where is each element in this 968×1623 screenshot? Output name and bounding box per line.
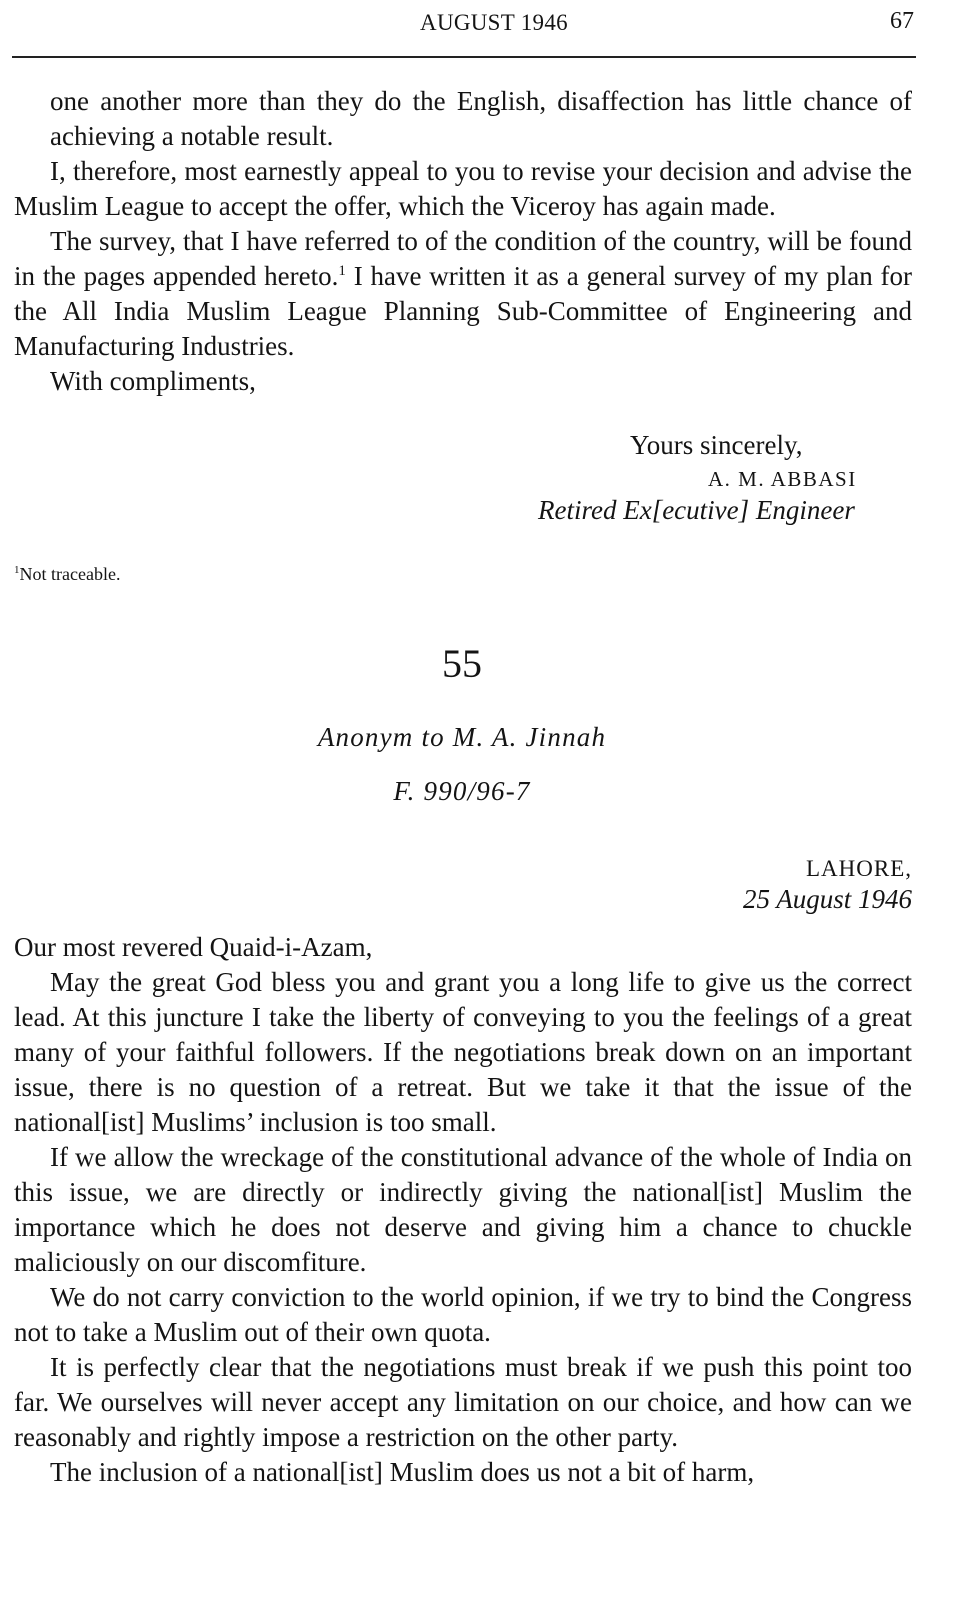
- signatory-title: Retired Ex[ecutive] Engineer: [538, 495, 855, 525]
- salutation: Our most revered Quaid-i-Azam,: [14, 932, 373, 962]
- paragraph: If we allow the wreckage of the constitutional advance of the whole of India on this issue, we are directly or indirectly giving the national[ist] Muslim the importance which he does not deserve and giving him a chance to chuckle maliciously on our discomfiture.: [14, 1142, 912, 1277]
- paragraph: May the great God bless you and grant you a long life to give us the correct lead. At this juncture I take the liberty of conveying to you the feelings of a great many of your faithful followers. If the negotiations break down on an important issue, there is no question of a retreat. But we take it that the issue of the national[ist] Muslims’ inclusion is too small.: [14, 967, 912, 1137]
- paragraph: I, therefore, most earnestly appeal to you to revise your decision and advise the Muslim League to accept the offer, which the Viceroy has again made.: [14, 156, 912, 221]
- running-title: AUGUST 1946: [420, 10, 568, 35]
- letter-date: 25 August 1946: [742, 884, 912, 914]
- paragraph-text: I have written it as a general survey of my plan for the All India Muslim League Planning Sub-Committee of Engineering and Manufacturing Industries.: [14, 261, 912, 361]
- document-number: 55: [442, 641, 482, 686]
- paragraph: We do not carry conviction to the world opinion, if we try to bind the Congress not to take a Muslim out of their own quota.: [14, 1282, 912, 1347]
- paragraph: one another more than they do the English, disaffection has little chance of achieving a notable result.: [50, 86, 912, 151]
- paragraph-text: The survey, that I have referred to of the condition of the country, will be found in the pages appended hereto.: [14, 226, 912, 291]
- compliments-line: With compliments,: [50, 366, 256, 396]
- closing-line: Yours sincerely,: [630, 430, 803, 460]
- footnote: [14, 564, 120, 585]
- signatory-name: A. M. ABBASI: [708, 467, 857, 491]
- running-head: [14, 8, 914, 42]
- letter-body: [14, 930, 912, 1490]
- header-divider: [12, 56, 916, 58]
- paragraph: The inclusion of a national[ist] Muslim does us not a bit of harm,: [50, 1457, 755, 1487]
- document-heading: Anonym to M. A. Jinnah: [317, 722, 607, 752]
- footnote-text: Not traceable.: [19, 564, 121, 584]
- file-reference: F. 990/96-7: [393, 776, 531, 806]
- footnote-reference: 1: [338, 263, 346, 279]
- page-number: 67: [890, 8, 914, 34]
- footnote-marker: 1: [14, 564, 20, 576]
- paragraph: It is perfectly clear that the negotiations must break if we push this point too far. We ourselves will never accept any limitation on our choice, and how can we reasonably and rightly impose a restriction on the other party.: [14, 1352, 912, 1452]
- letter-place: LAHORE,: [805, 856, 912, 881]
- previous-letter-body: [14, 84, 912, 399]
- paragraph: [14, 224, 912, 364]
